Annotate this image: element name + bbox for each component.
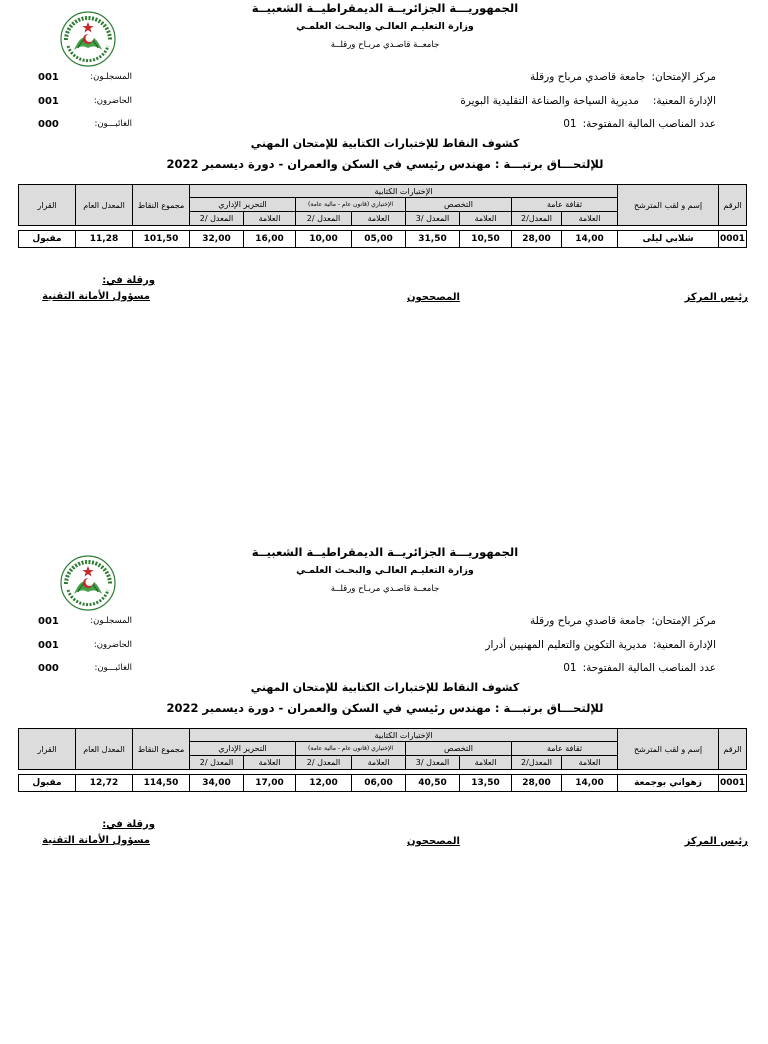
header-coef: المعدل /2 (190, 756, 244, 770)
header-name: إسم و لقب المترشح (618, 185, 719, 226)
registered-label: المسجلـون: (90, 72, 132, 82)
cell-g1-mark: 14,00 (562, 775, 618, 792)
cell-decision: مقبول (19, 775, 76, 792)
absent-value: 000 (38, 663, 59, 674)
university-logo (58, 554, 118, 612)
header-mark: العلامة (352, 756, 406, 770)
registered-label: المسجلـون: (90, 616, 132, 626)
header-decision: القرار (19, 729, 76, 770)
present-value: 001 (38, 96, 59, 107)
cell-total: 101,50 (133, 231, 190, 248)
absent-label: الغائبـــون: (94, 119, 132, 129)
university-heading: جامعــة قاصـدي مربـاح ورقلــة (330, 584, 440, 594)
cell-average: 11,28 (76, 231, 133, 248)
header-mark: العلامة (562, 756, 618, 770)
header-general-culture: ثقافة عامة (512, 742, 618, 756)
header-average: المعدل العام (76, 185, 133, 226)
exam-center-value: جامعة قاصدي مرباح ورقلة (530, 71, 646, 83)
header-total: مجموع النقاط (133, 185, 190, 226)
cell-decision: مقبول (19, 231, 76, 248)
cell-g2-coef: 40,50 (406, 775, 460, 792)
header-mark: العلامة (244, 212, 296, 226)
center-head-label: رئيس المركز (684, 292, 748, 303)
center-head-label: رئيس المركز (684, 836, 748, 847)
present-count (28, 96, 138, 110)
registered-count (28, 72, 138, 86)
absent-label: الغائبـــون: (94, 663, 132, 673)
header-average: المعدل العام (76, 729, 133, 770)
cell-total: 114,50 (133, 775, 190, 792)
university-logo (58, 10, 118, 68)
cell-g2-mark: 10,50 (460, 231, 512, 248)
registered-value: 001 (38, 72, 59, 83)
cell-g2-coef: 31,50 (406, 231, 460, 248)
cell-num: 0001 (719, 231, 747, 248)
header-mark: العلامة (460, 756, 512, 770)
header-total: مجموع النقاط (133, 729, 190, 770)
security-officer-label: مسؤول الأمانة التقنية (42, 291, 150, 302)
absent-count (28, 119, 138, 133)
cell-g4-mark: 17,00 (244, 775, 296, 792)
grade-sheet-1 (0, 0, 768, 500)
registered-count (28, 616, 138, 630)
header-num: الرقم (719, 729, 747, 770)
header-mark: العلامة (460, 212, 512, 226)
registered-value: 001 (38, 616, 59, 627)
table-row (19, 775, 747, 792)
cell-g3-coef: 10,00 (296, 231, 352, 248)
admin-label: الإدارة المعنية: (652, 639, 716, 651)
header-optional: الإختياري (قانون عام - مالية عامة) (296, 198, 406, 212)
place-date-label: ورقلة في: (102, 819, 155, 830)
header-written: الإختبارات الكتابية (190, 185, 618, 198)
grades-table (18, 728, 747, 792)
absent-value: 000 (38, 119, 59, 130)
present-label: الحاضرون: (93, 96, 132, 106)
admin-value: مديرية التكوين والتعليم المهنيين أدرار (485, 639, 647, 651)
header-admin-writing: التحرير الإداري (190, 198, 296, 212)
security-officer-label: مسؤول الأمانة التقنية (42, 835, 150, 846)
header-written: الإختبارات الكتابية (190, 729, 618, 742)
cell-name: زهواني بوجمعة (618, 775, 719, 792)
cell-g4-coef: 34,00 (190, 775, 244, 792)
cell-g1-coef: 28,00 (512, 775, 562, 792)
republic-heading: الجمهوريـــة الجزائريــة الديمقراطيــة الشعبيــة (251, 545, 519, 559)
cell-name: شلابي ليلى (618, 231, 719, 248)
cell-g3-mark: 06,00 (352, 775, 406, 792)
header-coef: المعدل /2 (296, 212, 352, 226)
table-row (19, 231, 747, 248)
exam-center-label: مركز الإمتحان: (651, 615, 716, 627)
header-specialty: التخصص (406, 742, 512, 756)
posts-row (563, 662, 716, 674)
posts-value: 01 (563, 118, 577, 130)
present-value: 001 (38, 640, 59, 651)
header-coef: المعدل /3 (406, 212, 460, 226)
exam-center-row (530, 71, 716, 83)
header-name: إسم و لقب المترشح (618, 729, 719, 770)
header-optional: الإختياري (قانون عام - مالية عامة) (296, 742, 406, 756)
cell-g4-mark: 16,00 (244, 231, 296, 248)
grades-table (18, 184, 747, 248)
header-general-culture: ثقافة عامة (512, 198, 618, 212)
cell-g4-coef: 32,00 (190, 231, 244, 248)
cell-g3-mark: 05,00 (352, 231, 406, 248)
sheet-subtitle: للإلتحـــاق برتبـــة : مهندس رئيسي في السكن والعمران - دورة ديسمبر 2022 (166, 157, 604, 171)
admin-label: الإدارة المعنية: (652, 95, 716, 107)
ministry-heading: وزارة التعليـم العالـي والبحـث العلمـي (296, 21, 474, 32)
header-num: الرقم (719, 185, 747, 226)
sheet-title: كشوف النقاط للإختبارات الكتابية للإمتحان المهني (250, 681, 520, 694)
header-mark: العلامة (562, 212, 618, 226)
admin-row (460, 95, 716, 107)
exam-center-label: مركز الإمتحان: (651, 71, 716, 83)
present-label: الحاضرون: (93, 640, 132, 650)
admin-value: مديرية السياحة والصناعة التقليدية البويرة (460, 95, 639, 107)
header-decision: القرار (19, 185, 76, 226)
ministry-heading: وزارة التعليـم العالـي والبحـث العلمـي (296, 565, 474, 576)
posts-label: عدد المناصب المالية المفتوحة: (582, 118, 716, 130)
cell-average: 12,72 (76, 775, 133, 792)
header-admin-writing: التحرير الإداري (190, 742, 296, 756)
absent-count (28, 663, 138, 677)
admin-row (485, 639, 716, 651)
present-count (28, 640, 138, 654)
correctors-label: المصححون (407, 836, 460, 847)
header-coef: المعدل /2 (296, 756, 352, 770)
header-coef: المعدل /3 (406, 756, 460, 770)
posts-label: عدد المناصب المالية المفتوحة: (582, 662, 716, 674)
cell-num: 0001 (719, 775, 747, 792)
cell-g3-coef: 12,00 (296, 775, 352, 792)
header-mark: العلامة (244, 756, 296, 770)
place-date-label: ورقلة في: (102, 275, 155, 286)
cell-g1-coef: 28,00 (512, 231, 562, 248)
exam-center-value: جامعة قاصدي مرباح ورقلة (530, 615, 646, 627)
university-heading: جامعــة قاصـدي مربـاح ورقلــة (330, 40, 440, 50)
sheet-title: كشوف النقاط للإختبارات الكتابية للإمتحان المهني (250, 137, 520, 150)
sheet-subtitle: للإلتحـــاق برتبـــة : مهندس رئيسي في السكن والعمران - دورة ديسمبر 2022 (166, 701, 604, 715)
grade-sheet-2 (0, 544, 768, 1044)
posts-row (563, 118, 716, 130)
header-coef: المعدل /2 (190, 212, 244, 226)
republic-heading: الجمهوريـــة الجزائريــة الديمقراطيــة الشعبيــة (251, 1, 519, 15)
header-coef: المعدل/2 (512, 756, 562, 770)
header-specialty: التخصص (406, 198, 512, 212)
exam-center-row (530, 615, 716, 627)
header-mark: العلامة (352, 212, 406, 226)
header-coef: المعدل/2 (512, 212, 562, 226)
cell-g2-mark: 13,50 (460, 775, 512, 792)
cell-g1-mark: 14,00 (562, 231, 618, 248)
posts-value: 01 (563, 662, 577, 674)
correctors-label: المصححون (407, 292, 460, 303)
